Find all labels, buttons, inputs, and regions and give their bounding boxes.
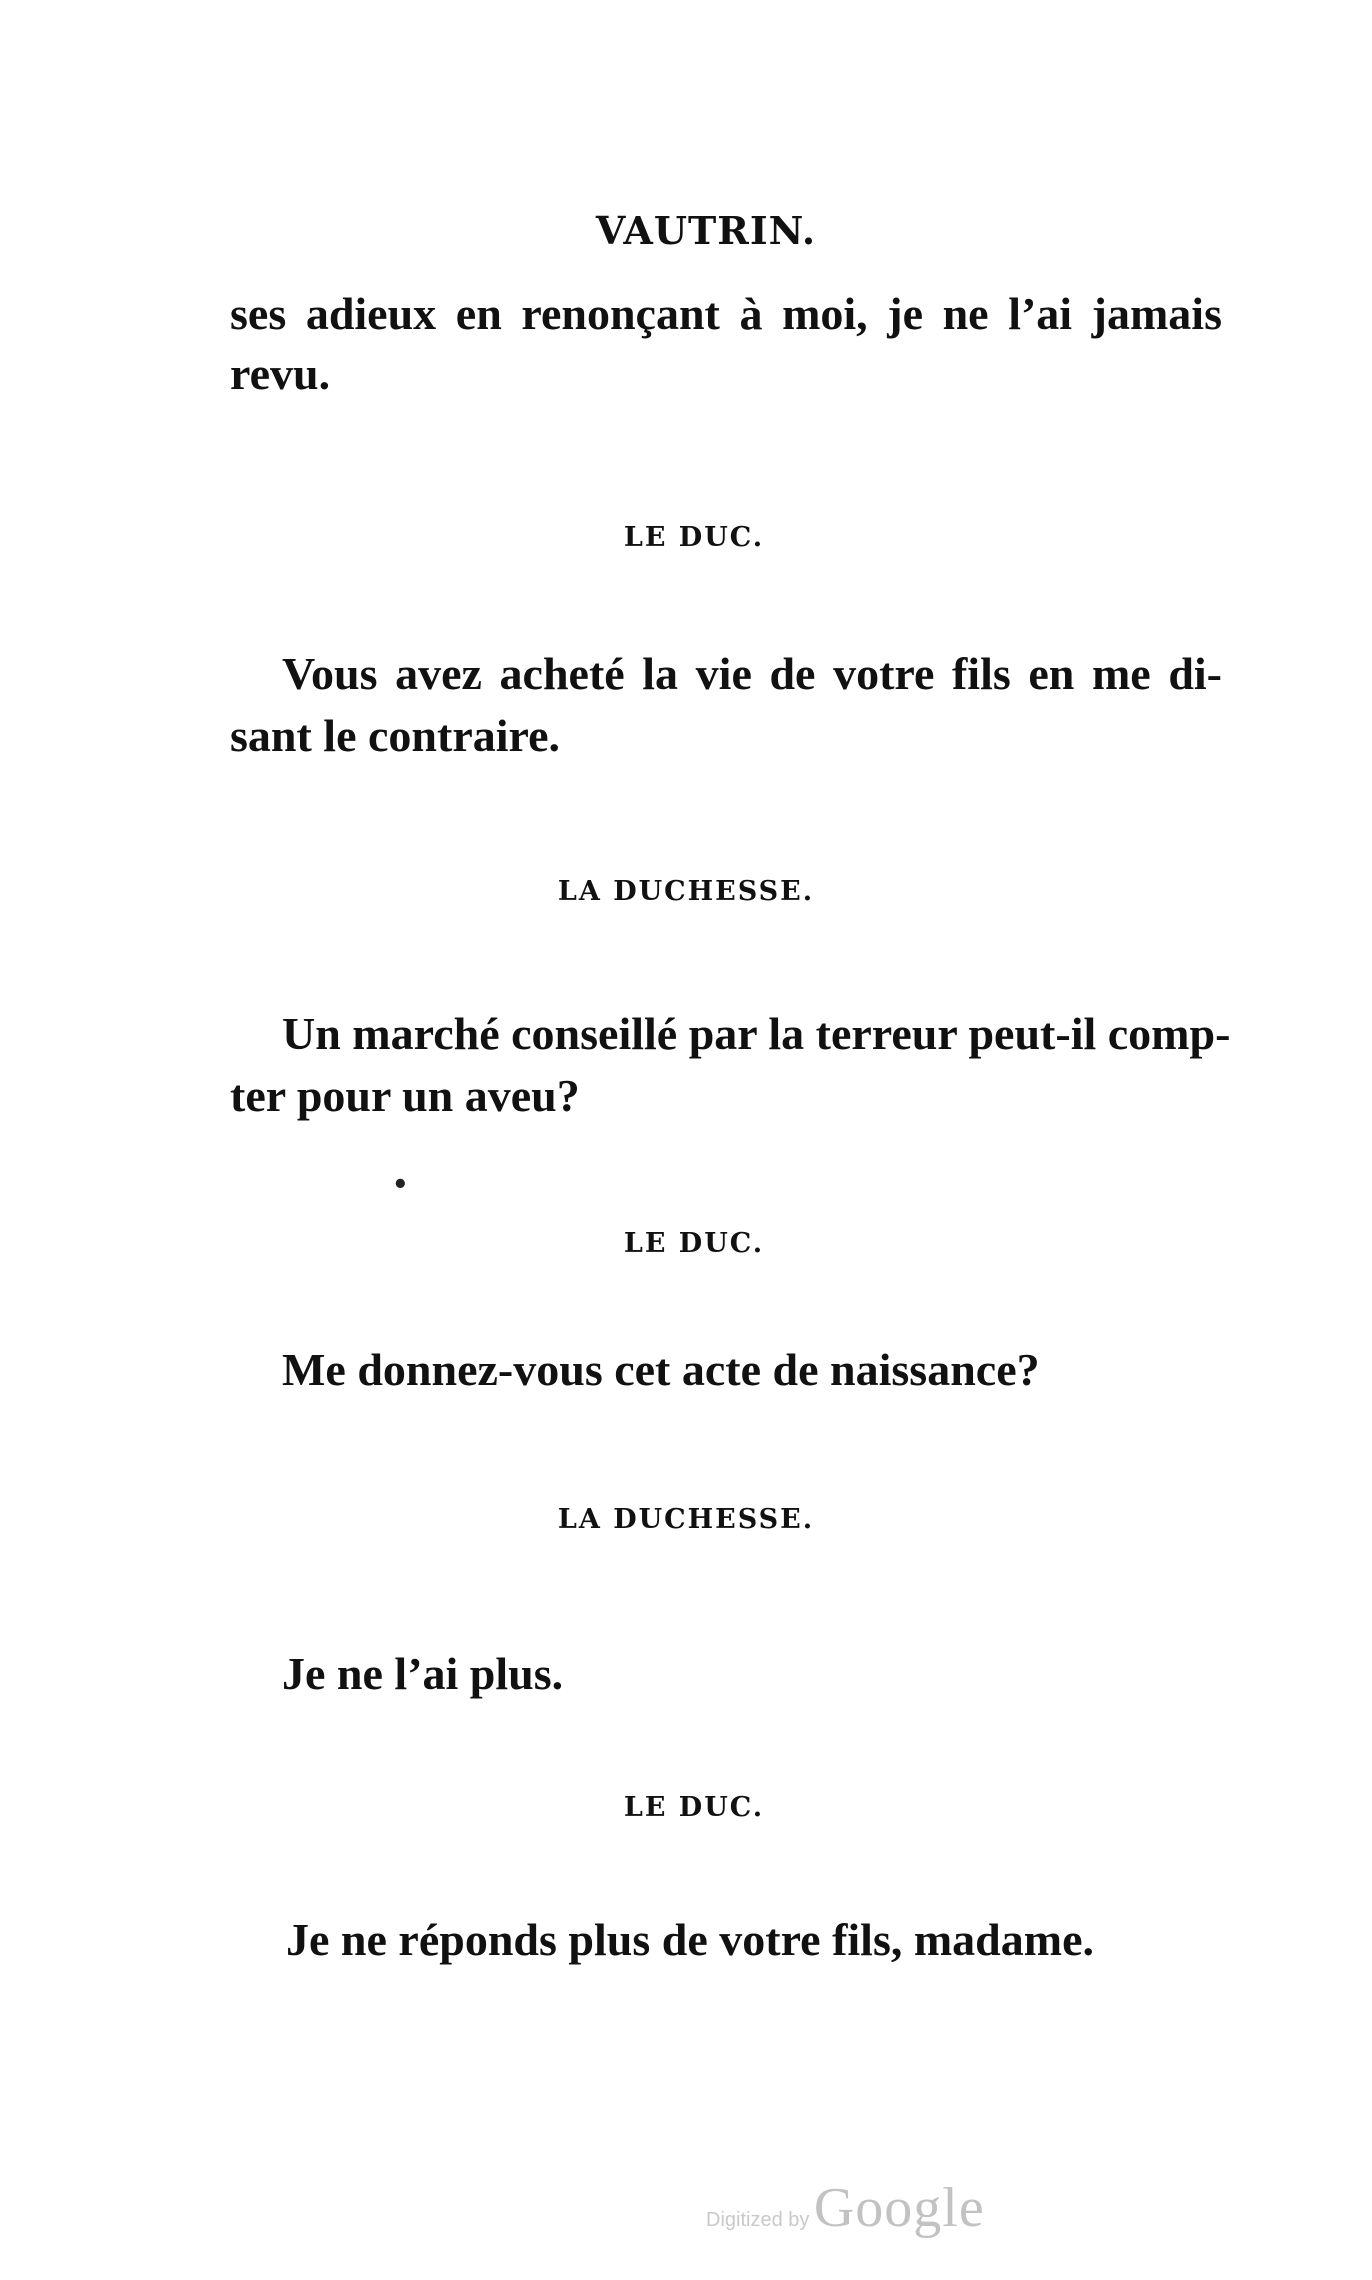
google-watermark xyxy=(706,2176,985,2240)
speaker-name: LE DUC. xyxy=(623,1792,765,1823)
speaker-name: LE DUC. xyxy=(623,522,765,553)
speaker-name: LA DUCHESSE. xyxy=(557,1504,815,1535)
text-line: ter pour un aveu? xyxy=(230,1070,580,1121)
text-line: sant le contraire. xyxy=(230,710,561,761)
ink-speck: • xyxy=(392,1170,409,1200)
speaker-name: LA DUCHESSE. xyxy=(557,876,815,907)
text-line: Me donnez-vous cet acte de naissance? xyxy=(282,1344,1040,1395)
text-line: Je ne l’ai plus. xyxy=(282,1648,564,1699)
google-logo: Google xyxy=(813,2177,985,2239)
watermark-prefix: Digitized by xyxy=(706,2209,810,2231)
text-line: ses adieux en renonçant à moi, je ne l’ai jamais xyxy=(230,288,1222,339)
text-line: revu. xyxy=(230,348,331,399)
speaker-name: LE DUC. xyxy=(623,1228,765,1259)
text-line: Un marché conseillé par la terreur peut-il comp- xyxy=(282,1008,1231,1059)
running-head: VAUTRIN. xyxy=(595,208,817,253)
text-line: Vous avez acheté la vie de votre fils en me di- xyxy=(282,648,1222,699)
text-line: Je ne réponds plus de votre fils, madame. xyxy=(286,1914,1094,1965)
